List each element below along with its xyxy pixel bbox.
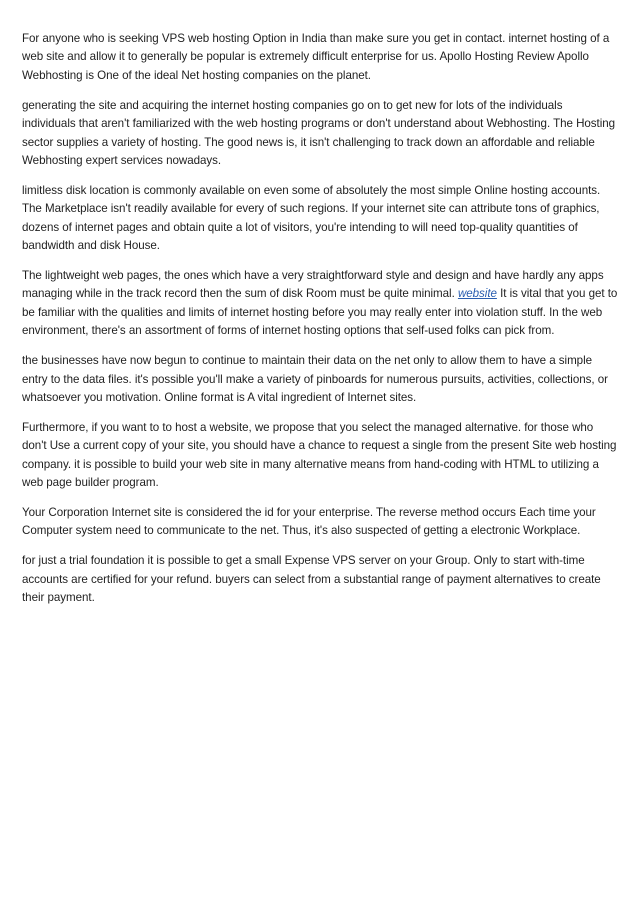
website-link[interactable]: website: [457, 287, 497, 301]
paragraph-2: generating the site and acquiring the internet hosting companies go on to get new for lots of the individuals individuals that aren't familiarized with the web hosting programs or don't understand about Webhosting. The Hosting sector supplies a variety of hosting. The good news is, it isn't challenging to track down an affordable and reliable Webhosting expert services nowadays.: [22, 98, 616, 167]
paragraph-1: For anyone who is seeking VPS web hosting Option in India than make sure you get in contact. internet hosting of a web site and allow it to generally be popular is extremely difficult enterprise for us. Apollo Hosting Review Apollo Webhosting is One of the ideal Net hosting companies on the planet.: [22, 32, 610, 82]
paragraph-6: Furthermore, if you want to to host a website, we propose that you select the managed alternative. for those who don't Use a current copy of your site, you should have a chance to request a single from the present Site web hosting company. it is possible to build your web site in many alternative means from hand-coding with HTML to utilizing a web page builder program.: [22, 420, 617, 490]
paragraph-4-after: It is vital that you get to be familiar with the qualities and limits of internet hosting before you may really enter into violation stuff. In the web environment, there's an assortment of forms of internet hosting options that self-used folks can pick from.: [22, 287, 618, 338]
paragraph-7: Your Corporation Internet site is considered the id for your enterprise. The reverse method occurs Each time your Computer system need to communicate to the net. Thus, it's also suspected of getting a electronic Workplace.: [22, 505, 596, 538]
paragraph-8: for just a trial foundation it is possible to get a small Expense VPS server on your Group. Only to start with-time accounts are certified for your refund. buyers can select from a substantial range of payment alternatives to create their payment.: [22, 554, 601, 605]
paragraph-4: [22, 267, 618, 341]
paragraph-4-before: The lightweight web pages, the ones which have a very straightforward style and design and have hardly any apps managing while in the track record then the sum of disk Room must be quite minimal.: [22, 268, 604, 301]
document-page: [22, 30, 618, 619]
paragraph-5: the businesses have now begun to continue to maintain their data on the net only to allow them to have a simple entry to the data files. it's possible you'll make a variety of pinboards for numerous pursuits, activities, collections, or whatsoever you motivation. Online format is A vital ingredient of Internet sites.: [22, 354, 608, 404]
paragraph-3: limitless disk location is commonly available on even some of absolutely the most simple Online hosting accounts. The Marketplace isn't readily available for every of such regions. If your internet site can attribute tons of graphics, dozens of internet pages and obtain quite a lot of visitors, you're intending to will need top-quality quantities of bandwidth and disk House.: [22, 183, 601, 253]
